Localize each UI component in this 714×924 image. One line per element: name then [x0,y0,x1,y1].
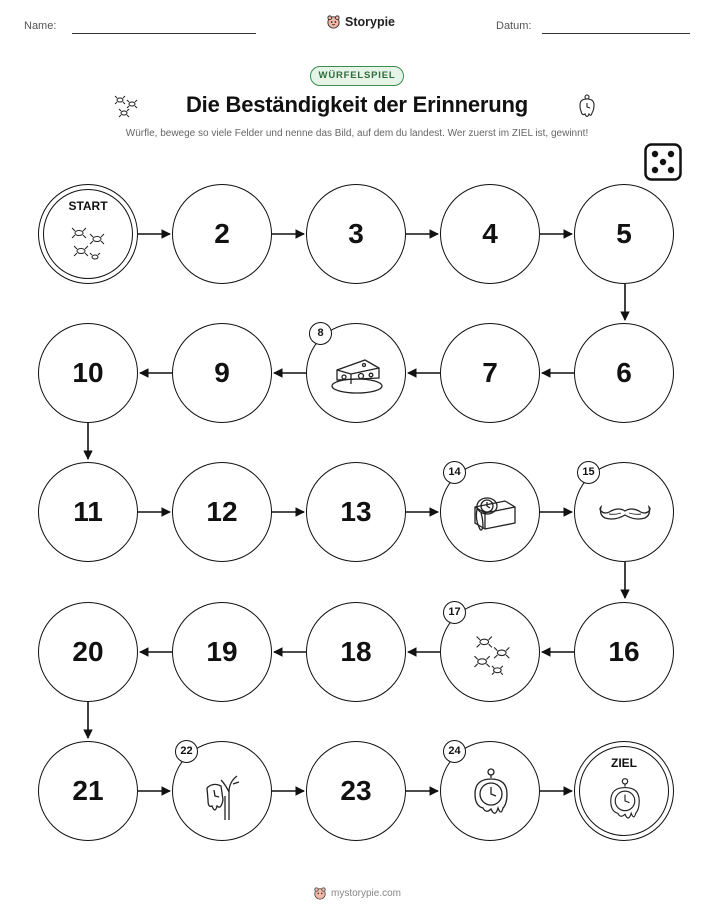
melting-clock-on-block-icon [465,489,519,539]
picture-cell [440,462,540,562]
board-cell: 20 [38,602,138,702]
name-label: Name: [24,20,57,32]
page-title: Die Beständigkeit der Erinnerung [185,92,528,117]
board-cell: 21 [38,741,138,841]
board-cell: 3 [306,184,406,284]
cell-number-badge: 15 [577,461,600,484]
start-label: START [68,199,108,213]
board-cell: 2 [172,184,272,284]
brand-name: Storypie [345,14,396,29]
mustache-icon [597,501,653,527]
picture-cell [440,741,540,841]
melting-pocket-watch-icon [471,766,511,820]
picture-cell [172,741,272,841]
board-cell: 6 [574,323,674,423]
cheese-icon [329,350,385,396]
footer [0,886,714,900]
board-cell: 18 [306,602,406,702]
board-cell: 10 [38,323,138,423]
picture-cell [440,602,540,702]
board-cell: 19 [172,602,272,702]
footer-url[interactable]: mystorypie.com [330,887,401,899]
ants-icon [67,221,111,265]
board-cell: 23 [306,741,406,841]
cell-number-badge: 14 [443,461,466,484]
cell-number-badge: 17 [443,601,466,624]
picture-cell [306,323,406,423]
melting-pocket-watch-icon [607,776,643,824]
finish-cell [574,741,674,841]
board-cell: 12 [172,462,272,562]
date-label: Datum: [496,20,532,32]
ants-icon [469,631,517,679]
board-cell: 5 [574,184,674,284]
cell-number-badge: 22 [175,740,198,763]
cell-number-badge: 8 [309,322,332,345]
board-cell: 13 [306,462,406,562]
board-cell: 9 [172,323,272,423]
tree-with-melting-clock-icon [199,770,249,822]
board-cell: 16 [574,602,674,702]
cell-number-badge: 24 [443,740,466,763]
board-cell: 4 [440,184,540,284]
storypie-mascot-icon [313,886,327,900]
instructions: Würfle, bewege so viele Felder und nenne das Bild, auf dem du landest. Wer zuerst im ZIEL ist, gewinnt! [125,128,589,139]
picture-cell [574,462,674,562]
board-cell: 7 [440,323,540,423]
game-type-badge: WÜRFELSPIEL [310,66,404,86]
start-cell [38,184,138,284]
finish-label: ZIEL [611,756,637,770]
board-cell: 11 [38,462,138,562]
